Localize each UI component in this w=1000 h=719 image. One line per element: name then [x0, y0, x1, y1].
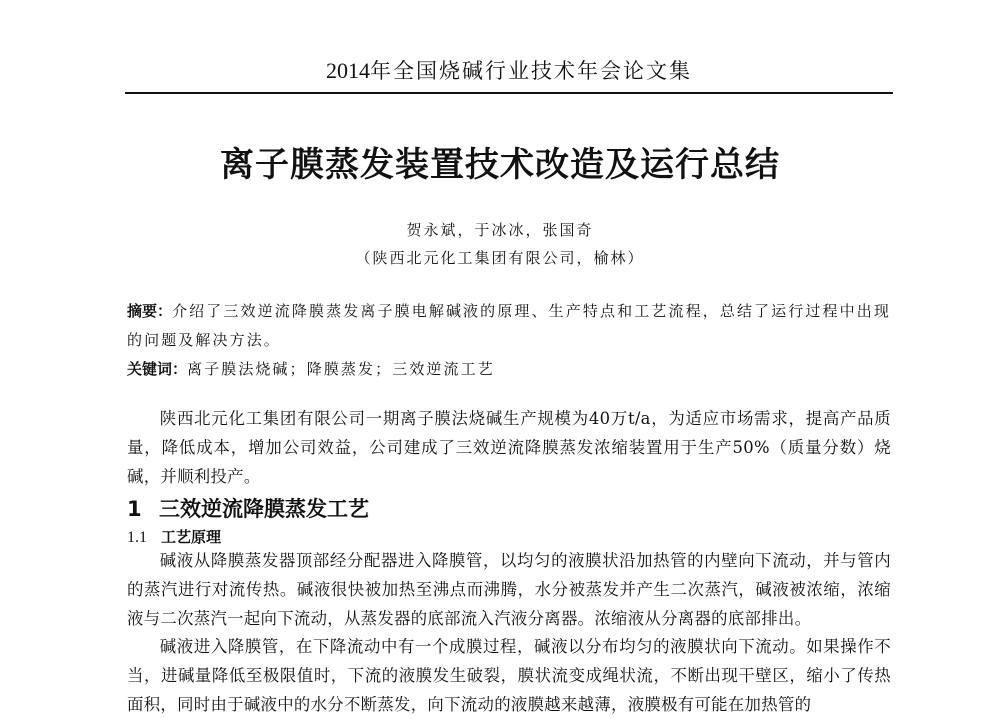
- abstract-text: 介绍了三效逆流降膜蒸发离子膜电解碱液的原理、生产特点和工艺流程，总结了运行过程中出现的问题及解决方法。: [127, 302, 891, 349]
- author-list: 贺永斌，于冰冰，张国奇: [406, 221, 594, 239]
- paper-title: 离子膜蒸发装置技术改造及运行总结: [220, 145, 780, 185]
- intro-paragraph: 陕西北元化工集团有限公司一期离子膜法烧碱生产规模为40万t/a，为适应市场需求，提高产品质量，降低成本，增加公司效益，公司建成了三效逆流降膜蒸发浓缩装置用于生产50%（质量分数）烧碱，并顺利投产。: [127, 409, 891, 486]
- section-title: 三效逆流降膜蒸发工艺: [159, 497, 369, 521]
- header-rule: [125, 92, 893, 94]
- section-heading: [127, 493, 369, 523]
- section-number: 1: [127, 497, 142, 521]
- body-paragraph: 碱液从降膜蒸发器顶部经分配器进入降膜管，以均匀的液膜状沿加热管的内壁向下流动，并与管内的蒸汽进行对流传热。碱液很快被加热至沸点而沸腾，水分被蒸发并产生二次蒸汽，碱液被浓缩，浓缩液与二次蒸汽一起向下流动，从蒸发器的底部流入汽液分离器。浓缩液从分离器的底部排出。: [127, 551, 891, 628]
- keywords-text: 离子膜法烧碱；降膜蒸发；三效逆流工艺: [187, 360, 495, 378]
- keywords: [127, 357, 891, 381]
- running-header: [125, 55, 893, 85]
- abstract: [127, 297, 891, 355]
- subsection-title: 工艺原理: [161, 528, 222, 546]
- abstract-label: 摘要：: [127, 302, 173, 320]
- header-year: 2014: [326, 58, 370, 83]
- header-journal: 年全国烧碱行业技术年会论文集: [370, 59, 692, 83]
- keywords-label: 关键词：: [127, 360, 188, 378]
- subsection-number: 1.1: [127, 529, 147, 546]
- subsection-heading: [127, 526, 221, 547]
- author-affiliation: （陕西北元化工集团有限公司，榆林）: [355, 249, 645, 267]
- body-paragraph: 碱液进入降膜管，在下降流动中有一个成膜过程，碱液以分布均匀的液膜状向下流动。如果操作不当，进碱量降低至极限值时，下流的液膜发生破裂，膜状流变成绳状流，不断出现干壁区，缩小了传热面积，同时由于碱液中的水分不断蒸发，向下流动的液膜越来越薄，液膜极有可能在加热管的: [127, 637, 891, 714]
